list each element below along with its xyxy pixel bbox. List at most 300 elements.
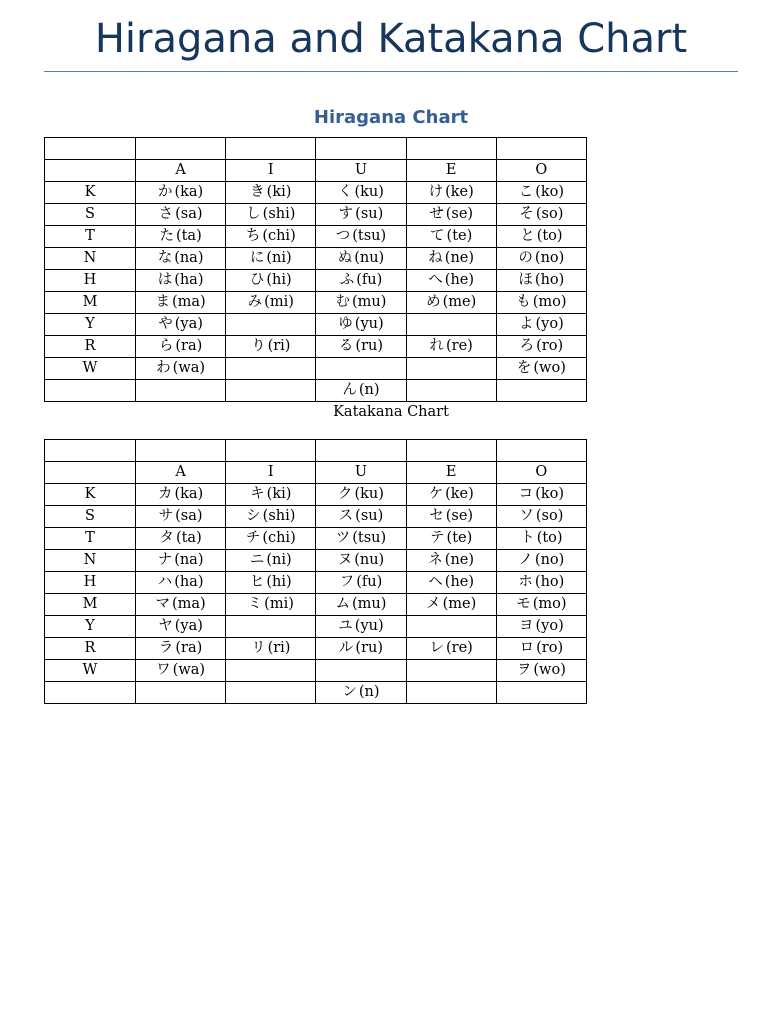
kana-cell: [226, 182, 316, 204]
kana-character: ナ: [157, 552, 173, 568]
kana-character: コ: [518, 486, 534, 502]
romaji-reading: (ya): [174, 618, 203, 634]
table-cell: [316, 440, 406, 462]
kana-cell: [496, 292, 586, 314]
kana-cell: [136, 484, 226, 506]
table-cell: [496, 138, 586, 160]
kana-character: チ: [245, 530, 261, 546]
kana-character: ぬ: [337, 250, 353, 266]
kana-character: タ: [159, 530, 174, 546]
kana-cell: [226, 550, 316, 572]
kana-character: く: [337, 184, 353, 200]
kana-cell: [406, 638, 496, 660]
kana-cell: [226, 336, 316, 358]
romaji-reading: (ri): [267, 640, 291, 656]
column-header: A: [136, 462, 226, 484]
romaji-reading: (ma): [171, 596, 206, 612]
hiragana-table: [44, 137, 587, 402]
kana-cell: [406, 550, 496, 572]
kana-character: ホ: [518, 574, 533, 590]
kana-cell: [226, 484, 316, 506]
romaji-reading: (ra): [175, 640, 203, 656]
kana-character: ム: [335, 596, 351, 612]
table-row: [45, 204, 587, 226]
kana-character: ひ: [249, 272, 265, 288]
row-label: Y: [45, 616, 136, 638]
romaji-reading: (mo): [532, 294, 567, 310]
table-row: [45, 660, 587, 682]
kana-cell: [496, 594, 586, 616]
kana-cell: [136, 572, 226, 594]
katakana-heading: Katakana Chart: [333, 404, 449, 420]
kana-cell: [496, 380, 586, 402]
kana-cell: [316, 248, 406, 270]
kana-character: ワ: [156, 662, 171, 678]
row-label: K: [45, 484, 136, 506]
kana-character: リ: [251, 640, 266, 656]
kana-character: メ: [426, 596, 441, 612]
row-label: W: [45, 660, 136, 682]
kana-character: し: [246, 206, 261, 222]
romaji-reading: (se): [445, 508, 474, 524]
table-cell: [406, 440, 496, 462]
kana-cell: [136, 336, 226, 358]
kana-cell: [226, 226, 316, 248]
kana-cell: [496, 638, 586, 660]
romaji-reading: (he): [444, 574, 475, 590]
row-label: S: [45, 204, 136, 226]
column-header: A: [136, 160, 226, 182]
kana-cell: [316, 226, 406, 248]
kana-cell: [316, 638, 406, 660]
kana-cell: [226, 660, 316, 682]
romaji-reading: (wa): [172, 662, 206, 678]
kana-cell: [496, 506, 586, 528]
romaji-reading: (ri): [267, 338, 291, 354]
column-header: O: [496, 160, 586, 182]
romaji-reading: (no): [534, 552, 565, 568]
kana-character: ル: [338, 640, 354, 656]
kana-character: ふ: [339, 272, 355, 288]
kana-character: サ: [158, 508, 174, 524]
kana-cell: [496, 204, 586, 226]
kana-cell: [406, 506, 496, 528]
table-row: [45, 270, 587, 292]
table-cell: [406, 138, 496, 160]
kana-cell: [406, 682, 496, 704]
romaji-reading: (sa): [175, 508, 203, 524]
romaji-reading: (tsu): [352, 530, 387, 546]
kana-character: ン: [342, 684, 357, 700]
kana-cell: [136, 616, 226, 638]
kana-cell: [406, 204, 496, 226]
kana-character: の: [518, 250, 533, 266]
kana-cell: [136, 506, 226, 528]
kana-character: こ: [518, 184, 534, 200]
kana-character: ほ: [518, 272, 533, 288]
kana-cell: [316, 484, 406, 506]
romaji-reading: (ho): [534, 272, 565, 288]
kana-character: や: [158, 316, 173, 332]
kana-character: ツ: [335, 530, 351, 546]
kana-cell: [226, 616, 316, 638]
romaji-reading: (ku): [354, 486, 384, 502]
kana-cell: [136, 550, 226, 572]
kana-cell: [316, 270, 406, 292]
kana-cell: [136, 248, 226, 270]
table-row-blank: [45, 138, 587, 160]
kana-character: ゆ: [338, 316, 353, 332]
kana-character: ん: [342, 382, 357, 398]
table-row: [45, 550, 587, 572]
kana-cell: [226, 380, 316, 402]
kana-character: ニ: [249, 552, 265, 568]
kana-cell: [316, 292, 406, 314]
romaji-reading: (ru): [355, 338, 384, 354]
column-header: I: [226, 462, 316, 484]
romaji-reading: (se): [445, 206, 474, 222]
column-header: E: [406, 160, 496, 182]
kana-cell: [406, 270, 496, 292]
kana-character: み: [247, 294, 263, 310]
kana-character: わ: [156, 360, 171, 376]
kana-cell: [136, 270, 226, 292]
kana-cell: [316, 550, 406, 572]
romaji-reading: (na): [174, 250, 204, 266]
table-row: [45, 638, 587, 660]
kana-cell: [136, 660, 226, 682]
kana-cell: [316, 380, 406, 402]
kana-character: て: [430, 228, 445, 244]
kana-character: シ: [246, 508, 261, 524]
table-row: [45, 616, 587, 638]
row-label: R: [45, 638, 136, 660]
kana-cell: [226, 594, 316, 616]
table-cell: [316, 138, 406, 160]
kana-cell: [496, 682, 586, 704]
romaji-reading: (me): [442, 596, 477, 612]
hiragana-heading: Hiragana Chart: [313, 107, 469, 128]
romaji-reading: (nu): [354, 552, 385, 568]
romaji-reading: (ha): [174, 574, 204, 590]
table-row: [45, 336, 587, 358]
romaji-reading: (te): [446, 228, 473, 244]
romaji-reading: (me): [442, 294, 477, 310]
kana-character: ヌ: [337, 552, 353, 568]
romaji-reading: (wa): [172, 360, 206, 376]
kana-character: ト: [520, 530, 535, 546]
kana-cell: [136, 182, 226, 204]
romaji-reading: (ke): [445, 184, 474, 200]
kana-character: り: [251, 338, 266, 354]
romaji-reading: (yu): [354, 316, 384, 332]
table-row: [45, 484, 587, 506]
table-row: [45, 380, 587, 402]
kana-character: か: [157, 184, 173, 200]
kana-character: ヲ: [516, 662, 532, 678]
kana-character: に: [249, 250, 265, 266]
table-body: [45, 138, 587, 402]
kana-character: も: [516, 294, 531, 310]
romaji-reading: (mi): [264, 596, 294, 612]
kana-character: テ: [430, 530, 445, 546]
kana-character: ま: [155, 294, 170, 310]
romaji-reading: (so): [535, 508, 564, 524]
row-label: N: [45, 248, 136, 270]
romaji-reading: (re): [445, 640, 473, 656]
romaji-reading: (ne): [444, 250, 475, 266]
table-row: [45, 572, 587, 594]
kana-cell: [316, 660, 406, 682]
romaji-reading: (chi): [262, 228, 296, 244]
kana-character: と: [520, 228, 535, 244]
kana-character: カ: [157, 486, 173, 502]
kana-character: け: [428, 184, 444, 200]
romaji-reading: (ta): [175, 228, 202, 244]
kana-character: ユ: [338, 618, 353, 634]
kana-character: ろ: [519, 338, 535, 354]
romaji-reading: (ko): [535, 486, 565, 502]
kana-cell: [496, 616, 586, 638]
kana-character: を: [516, 360, 532, 376]
kana-cell: [316, 204, 406, 226]
romaji-reading: (ku): [354, 184, 384, 200]
table-body: [45, 440, 587, 704]
table-header-row: [45, 160, 587, 182]
kana-character: は: [157, 272, 173, 288]
kana-character: マ: [155, 596, 170, 612]
kana-character: ヤ: [158, 618, 173, 634]
romaji-reading: (mi): [264, 294, 294, 310]
kana-cell: [316, 616, 406, 638]
table-row: [45, 226, 587, 248]
romaji-reading: (fu): [356, 574, 383, 590]
table-cell: [496, 440, 586, 462]
kana-cell: [406, 660, 496, 682]
kana-character: た: [159, 228, 174, 244]
kana-cell: [226, 248, 316, 270]
kana-cell: [406, 336, 496, 358]
kana-character: ネ: [428, 552, 443, 568]
romaji-reading: (shi): [262, 206, 296, 222]
romaji-reading: (mo): [532, 596, 567, 612]
table-cell: [45, 138, 136, 160]
kana-cell: [496, 484, 586, 506]
romaji-reading: (ro): [536, 640, 564, 656]
kana-character: ね: [428, 250, 443, 266]
kana-cell: [136, 638, 226, 660]
row-label: K: [45, 182, 136, 204]
table-cell: [136, 440, 226, 462]
kana-character: な: [157, 250, 173, 266]
romaji-reading: (su): [355, 206, 384, 222]
kana-cell: [406, 182, 496, 204]
table-row-blank: [45, 440, 587, 462]
row-label: T: [45, 226, 136, 248]
romaji-reading: (hi): [266, 272, 292, 288]
kana-cell: [406, 248, 496, 270]
table-row: [45, 506, 587, 528]
romaji-reading: (yo): [535, 618, 564, 634]
romaji-reading: (to): [536, 530, 563, 546]
kana-cell: [496, 550, 586, 572]
kana-cell: [136, 358, 226, 380]
romaji-reading: (hi): [266, 574, 292, 590]
romaji-reading: (te): [446, 530, 473, 546]
kana-character: ノ: [518, 552, 533, 568]
romaji-reading: (nu): [354, 250, 385, 266]
romaji-reading: (chi): [262, 530, 296, 546]
romaji-reading: (ki): [266, 184, 292, 200]
kana-cell: [496, 528, 586, 550]
table-cell: [45, 462, 136, 484]
kana-cell: [136, 380, 226, 402]
kana-character: キ: [250, 486, 265, 502]
romaji-reading: (wo): [533, 360, 566, 376]
row-label: [45, 380, 136, 402]
kana-character: れ: [429, 338, 444, 354]
kana-cell: [406, 358, 496, 380]
row-label: M: [45, 594, 136, 616]
romaji-reading: (wo): [533, 662, 566, 678]
kana-cell: [316, 336, 406, 358]
row-label: [45, 682, 136, 704]
kana-cell: [496, 314, 586, 336]
table-cell: [45, 160, 136, 182]
kana-cell: [136, 204, 226, 226]
kana-character: ヨ: [519, 618, 534, 634]
table-row: [45, 314, 587, 336]
kana-cell: [496, 270, 586, 292]
table-row: [45, 594, 587, 616]
romaji-reading: (ha): [174, 272, 204, 288]
kana-character: る: [338, 338, 354, 354]
kana-cell: [136, 682, 226, 704]
kana-character: ラ: [158, 640, 174, 656]
romaji-reading: (n): [358, 382, 380, 398]
kana-character: ミ: [247, 596, 263, 612]
kana-cell: [226, 292, 316, 314]
kana-character: ヒ: [249, 574, 265, 590]
column-header: I: [226, 160, 316, 182]
kana-character: モ: [516, 596, 531, 612]
romaji-reading: (yu): [354, 618, 384, 634]
romaji-reading: (ro): [536, 338, 564, 354]
row-label: T: [45, 528, 136, 550]
katakana-table: [44, 439, 587, 704]
kana-character: ケ: [428, 486, 444, 502]
row-label: W: [45, 358, 136, 380]
document-title: Hiragana and Katakana Chart: [94, 16, 688, 62]
romaji-reading: (shi): [262, 508, 296, 524]
kana-character: ヘ: [428, 574, 443, 590]
romaji-reading: (tsu): [352, 228, 387, 244]
kana-character: つ: [335, 228, 351, 244]
kana-character: ち: [245, 228, 261, 244]
romaji-reading: (ne): [444, 552, 475, 568]
kana-cell: [406, 484, 496, 506]
kana-character: め: [426, 294, 441, 310]
romaji-reading: (ka): [174, 184, 204, 200]
table-row: [45, 248, 587, 270]
romaji-reading: (ru): [355, 640, 384, 656]
kana-character: フ: [339, 574, 355, 590]
romaji-reading: (ni): [266, 552, 292, 568]
romaji-reading: (ki): [266, 486, 292, 502]
table-cell: [45, 440, 136, 462]
romaji-reading: (ma): [171, 294, 206, 310]
kana-character: き: [250, 184, 265, 200]
kana-cell: [406, 292, 496, 314]
kana-character: ロ: [519, 640, 535, 656]
table-row: [45, 182, 587, 204]
row-label: M: [45, 292, 136, 314]
column-header: E: [406, 462, 496, 484]
kana-cell: [316, 358, 406, 380]
row-label: N: [45, 550, 136, 572]
kana-character: す: [338, 206, 354, 222]
kana-cell: [316, 528, 406, 550]
kana-cell: [226, 506, 316, 528]
table-cell: [136, 138, 226, 160]
romaji-reading: (he): [444, 272, 475, 288]
kana-cell: [136, 314, 226, 336]
kana-character: よ: [519, 316, 534, 332]
kana-cell: [136, 292, 226, 314]
row-label: R: [45, 336, 136, 358]
kana-cell: [226, 572, 316, 594]
kana-character: さ: [158, 206, 174, 222]
kana-cell: [316, 682, 406, 704]
kana-character: ス: [338, 508, 354, 524]
romaji-reading: (mu): [352, 596, 387, 612]
kana-cell: [406, 314, 496, 336]
kana-cell: [226, 528, 316, 550]
kana-cell: [406, 572, 496, 594]
kana-cell: [496, 660, 586, 682]
kana-cell: [316, 314, 406, 336]
kana-character: セ: [429, 508, 444, 524]
table-row: [45, 358, 587, 380]
romaji-reading: (ra): [175, 338, 203, 354]
romaji-reading: (fu): [356, 272, 383, 288]
table-row: [45, 292, 587, 314]
romaji-reading: (so): [535, 206, 564, 222]
romaji-reading: (su): [355, 508, 384, 524]
kana-character: む: [335, 294, 351, 310]
row-label: S: [45, 506, 136, 528]
romaji-reading: (ni): [266, 250, 292, 266]
romaji-reading: (ke): [445, 486, 474, 502]
kana-cell: [406, 616, 496, 638]
kana-cell: [316, 506, 406, 528]
kana-cell: [406, 380, 496, 402]
romaji-reading: (ta): [175, 530, 202, 546]
kana-character: ハ: [157, 574, 173, 590]
row-label: H: [45, 270, 136, 292]
kana-cell: [136, 594, 226, 616]
kana-character: レ: [429, 640, 444, 656]
kana-cell: [406, 226, 496, 248]
romaji-reading: (na): [174, 552, 204, 568]
table-cell: [226, 138, 316, 160]
column-header: U: [316, 160, 406, 182]
table-header-row: [45, 462, 587, 484]
kana-character: ら: [158, 338, 174, 354]
romaji-reading: (sa): [175, 206, 203, 222]
table-row: [45, 682, 587, 704]
row-label: Y: [45, 314, 136, 336]
